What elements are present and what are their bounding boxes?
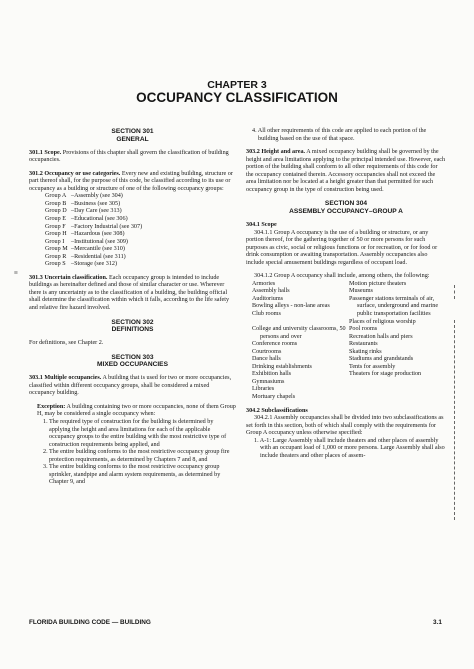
group-code: Group F — [45, 223, 66, 230]
chapter-title: OCCUPANCY CLASSIFICATION — [136, 90, 338, 105]
group-code: Group R — [45, 253, 67, 260]
group-code: Group B — [45, 200, 67, 207]
section-302-subheading: DEFINITIONS — [111, 326, 154, 334]
assembly-use-item: Club rooms — [252, 310, 281, 317]
assembly-use-item: Tents for assembly — [349, 363, 396, 370]
assembly-use-item: Auditoriums — [252, 295, 284, 302]
group-desc: –Institutional (see 309) — [71, 238, 128, 245]
section-302-heading: SECTION 302 — [111, 318, 154, 326]
margin-change-bar-right — [454, 320, 456, 520]
exception-item: 1. The required type of construction for the building is determined by applying the height and area limitations for each of the applicable occupancy groups to the entire building with the most restrictive type of construction requirements being applied, and — [43, 419, 227, 448]
group-desc: –Hazardous (see 308) — [71, 231, 125, 238]
occupancy-group-row — [45, 261, 236, 269]
para-301-3: 301.3 Uncertain classification. Each occupancy group is intended to include buildings as hereinafter defined and those of similar character or use. Wherever there is any uncertainty as to the classification of a building, the building official shall determine the classification within which it falls, according to the life safety and relative fire hazard involved. — [29, 274, 230, 311]
assembly-use-item: Mortuary chapels — [252, 394, 296, 400]
left-column — [29, 128, 236, 487]
assembly-use-item: Museums — [349, 288, 373, 295]
assembly-use-item: Restaurants — [349, 341, 378, 348]
section-303-heading: SECTION 303 — [111, 353, 154, 361]
occupancy-group-row — [45, 216, 236, 224]
footer-title: FLORIDA BUILDING CODE — BUILDING — [29, 619, 151, 626]
subclass-a1: 1. A-1: Large Assembly shall include theaters and other places of assembly with an occupant load of 1,000 or more persons. Large Assembly shall also include theaters and other places of assem- — [254, 437, 445, 459]
group-desc: –Assembly (see 304) — [71, 193, 123, 200]
para-301-2: 301.2 Occupancy or use categories. Every new and existing building, structure or part thereof shall, for the purpose of this code, be classified according to its use or occupancy as a building or structure of one of the following occupancy groups: — [29, 170, 233, 192]
para-304-2-label: 304.2 Subclassifications — [246, 407, 308, 414]
exception-item-4: 4. All other requirements of this code are applied to each portion of the building based on the use of that space. — [252, 128, 427, 142]
section-304-heading: SECTION 304 — [324, 200, 368, 208]
margin-change-bar-right-top — [454, 285, 456, 299]
exception-block: Exception: A building containing two or more occupancies, none of them Group H, may be considered a single occupancy when: 1. The required type of construction for the building is determined by applying the height and area limitations for each of the applicable occupancy groups to the entire building with the most restrictive type of construction requirements being applied, and 2. The entire building conforms to the most restrictive occupancy group fire protection requirements, as determined by Chapters 7 and 8, and 3. The entire building conforms to the most restrictive occupancy group sprinkler, standpipe and alarm system requirements, as determined by Chapter 9, and — [37, 403, 236, 486]
assembly-use-list — [246, 281, 446, 402]
group-desc: –Educational (see 306) — [71, 215, 128, 222]
group-code: Group E — [45, 215, 66, 222]
assembly-use-item: Courtrooms — [252, 348, 282, 355]
assembly-use-item: Dance halls — [252, 356, 281, 363]
margin-change-bar-left: ≡ — [14, 269, 18, 277]
para-302: For definitions, see Chapter 2. — [29, 340, 104, 347]
occupancy-group-row — [45, 231, 236, 239]
para-303-1: 303.1 Multiple occupancies. A building that is used for two or more occupancies, classified within different occupancy groups, shall be considered a mixed occupancy building. — [29, 375, 232, 397]
group-desc: –Day Care (see 313) — [71, 208, 122, 215]
exception-item: 3. The entire building conforms to the most restrictive occupancy group sprinkler, standpipe and alarm system requirements, as determined by Chapter 9, and — [43, 464, 221, 486]
section-301-heading: SECTION 301 — [111, 128, 154, 135]
assembly-use-item: Pool rooms — [349, 326, 378, 333]
assembly-use-item: Drinking establishments — [252, 363, 312, 370]
exception-item: 2. The entire building conforms to the most restrictive occupancy group fire protection requirements, as determined by Chapters 7 and 8, and — [43, 449, 230, 463]
assembly-use-item: Assembly halls — [252, 288, 290, 295]
group-desc: –Factory Industrial (see 307) — [71, 223, 143, 230]
para-301-1: 301.1 Scope. Provisions of this chapter shall govern the classification of building occupancies. — [29, 149, 229, 164]
occupancy-group-row — [45, 193, 236, 201]
occupancy-group-row — [45, 208, 236, 216]
group-code: Group H — [45, 231, 67, 238]
right-column — [246, 128, 446, 460]
chapter-number: CHAPTER 3 — [207, 79, 267, 91]
group-desc: –Business (see 305) — [71, 200, 121, 207]
occupancy-group-list — [29, 193, 236, 268]
para-304-2-1: 304.2.1 Assembly occupancies shall be divided into two subclassifications as set forth in this section, both of which shall comply with the requirements for Group A occupancy unless otherwise specified: — [246, 415, 444, 437]
group-code: Group M — [45, 246, 68, 253]
group-desc: –Mercantile (see 310) — [71, 246, 125, 253]
section-303-subheading: MIXED OCCUPANCIES — [97, 361, 168, 369]
occupancy-group-row — [45, 246, 236, 254]
para-304-1-label: 304.1 Scope — [246, 221, 277, 228]
assembly-use-item: Passenger stations terminals of air, surface, underground and marine public transportation facilities — [349, 295, 439, 317]
assembly-use-item: Armories — [252, 280, 276, 287]
para-304-1-1: 304.1.1 Group A occupancy is the use of a building or structure, or any portion thereof, for the gathering together of 50 or more persons for such purposes as civic, social or religious functions or for recreation, or for food or drink consumption or awaiting transportation. Assembly occupancies also include special amusement buildings regardless of occupant load. — [246, 229, 438, 266]
assembly-use-item: Theaters for stage production — [349, 371, 422, 378]
assembly-use-item: Bowling alleys - non-lane areas — [252, 303, 330, 310]
assembly-use-item: Recreation halls and piers — [349, 333, 413, 340]
assembly-use-item — [252, 319, 349, 327]
group-desc: –Residential (see 311) — [71, 253, 126, 260]
page-number: 3.1 — [433, 619, 442, 626]
para-304-1-2: 304.1.2 Group A occupancy shall include, among others, the following: — [254, 273, 430, 280]
group-code: Group I — [45, 238, 65, 245]
group-code: Group D — [45, 208, 67, 215]
assembly-use-item: Exhibition halls — [252, 371, 292, 378]
occupancy-group-row — [45, 224, 236, 232]
assembly-use-item: College and university classrooms, 50 persons and over — [252, 326, 346, 340]
group-code: Group A — [45, 193, 67, 200]
assembly-use-item: Libraries — [252, 386, 275, 393]
group-code: Group S — [45, 261, 66, 268]
assembly-use-item: Places of religious worship — [349, 318, 416, 325]
assembly-use-item: Conference rooms — [252, 341, 298, 348]
assembly-use-item: Skating rinks — [349, 348, 382, 355]
assembly-use-item: Stadiums and grandstands — [349, 356, 414, 363]
group-desc: –Storage (see 312) — [71, 261, 118, 268]
section-304-subheading: ASSEMBLY OCCUPANCY–GROUP A — [289, 208, 403, 216]
section-301-subheading: GENERAL — [116, 135, 149, 143]
assembly-use-item: Gymnasiums — [252, 378, 285, 385]
assembly-use-item: Motion picture theaters — [349, 280, 407, 287]
para-303-2: 303.2 Height and area. A mixed occupancy building shall be governed by the height and area limitations applying to the principal intended use. However, each portion of the building shall conform to all other requirements of this code for the occupancy contained therein. Accessory occupancies shall not exceed the area limitation nor be located at a height greater than that permitted for such occupancy group in the type of construction being used. — [246, 149, 446, 193]
